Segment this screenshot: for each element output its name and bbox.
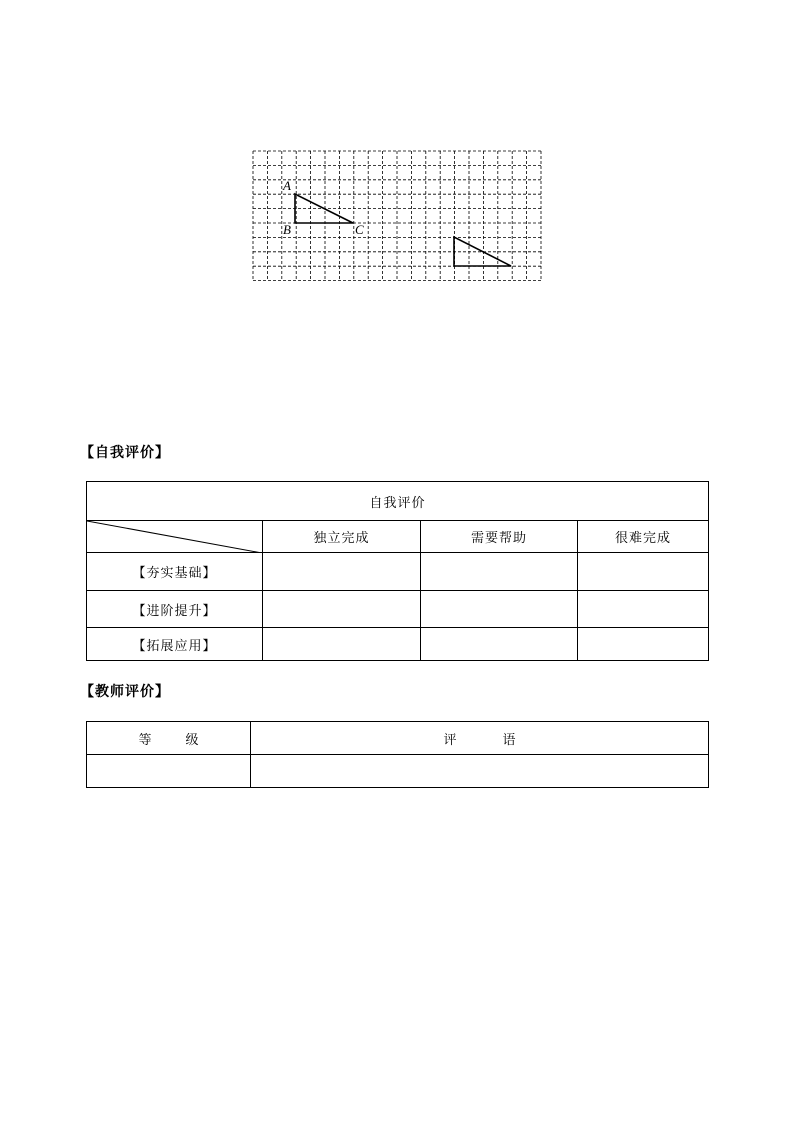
column-header: 独立完成 (263, 521, 421, 553)
rating-cell[interactable] (421, 553, 578, 591)
grade-cell[interactable] (87, 755, 251, 788)
self-evaluation-title: 自我评价 (87, 482, 709, 521)
row-label: 【进阶提升】 (87, 591, 263, 628)
comment-header: 评语 (251, 722, 709, 755)
rating-cell[interactable] (263, 553, 421, 591)
teacher-evaluation-heading: 【教师评价】 (80, 684, 170, 700)
vertex-label-b: B (283, 222, 291, 237)
rating-cell[interactable] (421, 628, 578, 661)
vertex-label-c: C (355, 222, 364, 237)
rating-cell[interactable] (578, 628, 709, 661)
self-evaluation-table (86, 481, 709, 661)
row-label: 【拓展应用】 (87, 628, 263, 661)
rating-cell[interactable] (578, 553, 709, 591)
column-header: 很难完成 (578, 521, 709, 553)
diagonal-line (87, 521, 262, 553)
grade-header: 等级 (87, 722, 251, 755)
rating-cell[interactable] (421, 591, 578, 628)
triangle-translated (454, 237, 511, 266)
row-label: 【夯实基础】 (87, 553, 263, 591)
self-evaluation-heading: 【自我评价】 (80, 445, 170, 461)
rating-cell[interactable] (263, 591, 421, 628)
dashed-grid (253, 151, 541, 281)
rating-cell[interactable] (263, 628, 421, 661)
vertex-label-a: A (283, 178, 291, 193)
rating-cell[interactable] (578, 591, 709, 628)
comment-cell[interactable] (251, 755, 709, 788)
diagonal-header-cell (87, 521, 263, 553)
grid-triangle-figure (252, 150, 542, 282)
column-header: 需要帮助 (421, 521, 578, 553)
teacher-evaluation-table (86, 721, 709, 788)
